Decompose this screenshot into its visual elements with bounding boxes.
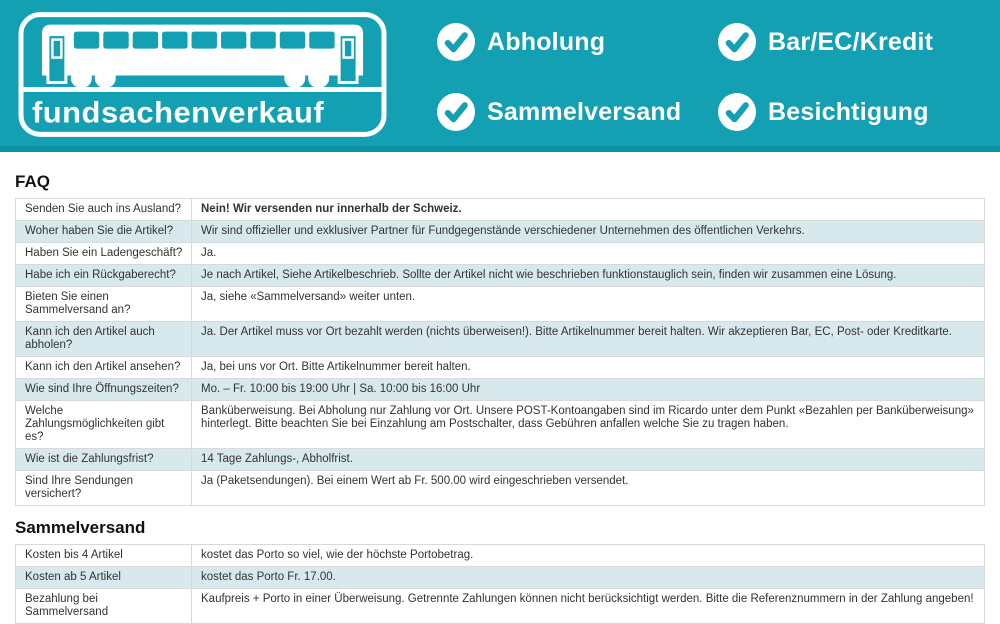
sammelversand-label: Kosten bis 4 Artikel [16, 545, 192, 567]
train-wagon-icon [18, 11, 387, 138]
feature-label: Besichtigung [768, 97, 929, 126]
faq-row [16, 471, 985, 506]
faq-question: Wie sind Ihre Öffnungszeiten? [16, 379, 192, 401]
feature-label: Abholung [487, 27, 606, 56]
feature-label: Bar/EC/Kredit [768, 27, 934, 56]
fundsachenverkauf-logo [18, 11, 387, 138]
sammelversand-value: Kaufpreis + Porto in einer Überweisung. Getrennte Zahlungen können nicht berücksichtigt werden. Bitte die Referenznummern in der Zahlung angeben! [192, 589, 985, 624]
sammelversand-row [16, 589, 985, 624]
faq-question: Haben Sie ein Ladengeschäft? [16, 243, 192, 265]
faq-row [16, 379, 985, 401]
faq-question: Wie ist die Zahlungsfrist? [16, 449, 192, 471]
check-circle-icon [718, 23, 756, 61]
faq-table [15, 198, 985, 506]
faq-row [16, 357, 985, 379]
faq-row [16, 401, 985, 449]
faq-answer: Ja. [192, 243, 985, 265]
faq-answer: Ja, bei uns vor Ort. Bitte Artikelnummer bereit halten. [192, 357, 985, 379]
faq-question: Kann ich den Artikel ansehen? [16, 357, 192, 379]
faq-question: Welche Zahlungsmöglichkeiten gibt es? [16, 401, 192, 449]
faq-answer: Ja, siehe «Sammelversand» weiter unten. [192, 287, 985, 322]
feature-bar-ec-kredit [718, 23, 933, 61]
content-area [0, 172, 1000, 624]
sammelversand-title: Sammelversand [15, 518, 146, 537]
faq-question: Bieten Sie einen Sammelversand an? [16, 287, 192, 322]
faq-answer: Nein! Wir versenden nur innerhalb der Schweiz. [192, 199, 985, 221]
sammelversand-label: Bezahlung bei Sammelversand [16, 589, 192, 624]
faq-answer: Banküberweisung. Bei Abholung nur Zahlung vor Ort. Unsere POST-Kontoangaben sind im Ricardo unter dem Punkt «Bezahlen per Banküberweisung» hinterlegt. Bitte beachten Sie bei Einzahlung am Postschalter, dass Gebühren anfallen welche Sie zu tragen haben. [192, 401, 985, 449]
faq-title: FAQ [15, 172, 50, 191]
sammelversand-value: kostet das Porto Fr. 17.00. [192, 567, 985, 589]
logo-text: fundsachenverkauf [31, 96, 325, 130]
sammelversand-table [15, 544, 985, 624]
feature-abholung [437, 23, 605, 61]
check-circle-icon [718, 93, 756, 131]
faq-question: Kann ich den Artikel auch abholen? [16, 322, 192, 357]
feature-sammelversand [437, 93, 681, 131]
faq-row [16, 243, 985, 265]
faq-answer: Mo. – Fr. 10:00 bis 19:00 Uhr | Sa. 10:00 bis 16:00 Uhr [192, 379, 985, 401]
check-circle-icon [437, 23, 475, 61]
faq-answer: Ja (Paketsendungen). Bei einem Wert ab Fr. 500.00 wird eingeschrieben versendet. [192, 471, 985, 506]
faq-answer: Ja. Der Artikel muss vor Ort bezahlt werden (nichts überweisen!). Bitte Artikelnummer bereit halten. Wir akzeptieren Bar, EC, Post- oder Kreditkarte. [192, 322, 985, 357]
faq-question: Sind Ihre Sendungen versichert? [16, 471, 192, 506]
faq-row [16, 199, 985, 221]
faq-row [16, 322, 985, 357]
faq-answer: Je nach Artikel, Siehe Artikelbeschrieb. Sollte der Artikel nicht wie beschrieben funktionstauglich sein, finden wir zusammen eine Lösung. [192, 265, 985, 287]
faq-row [16, 449, 985, 471]
check-circle-icon [437, 93, 475, 131]
sammelversand-value: kostet das Porto so viel, wie der höchste Portobetrag. [192, 545, 985, 567]
feature-besichtigung [718, 93, 929, 131]
faq-answer: 14 Tage Zahlungs-, Abholfrist. [192, 449, 985, 471]
faq-question: Habe ich ein Rückgaberecht? [16, 265, 192, 287]
faq-question: Senden Sie auch ins Ausland? [16, 199, 192, 221]
faq-row [16, 221, 985, 243]
faq-answer: Wir sind offizieller und exklusiver Partner für Fundgegenstände verschiedener Unternehmen des öffentlichen Verkehrs. [192, 221, 985, 243]
header-banner [0, 0, 1000, 152]
faq-row [16, 265, 985, 287]
feature-label: Sammelversand [487, 97, 682, 126]
sammelversand-row [16, 567, 985, 589]
sammelversand-row [16, 545, 985, 567]
sammelversand-label: Kosten ab 5 Artikel [16, 567, 192, 589]
faq-question: Woher haben Sie die Artikel? [16, 221, 192, 243]
faq-row [16, 287, 985, 322]
